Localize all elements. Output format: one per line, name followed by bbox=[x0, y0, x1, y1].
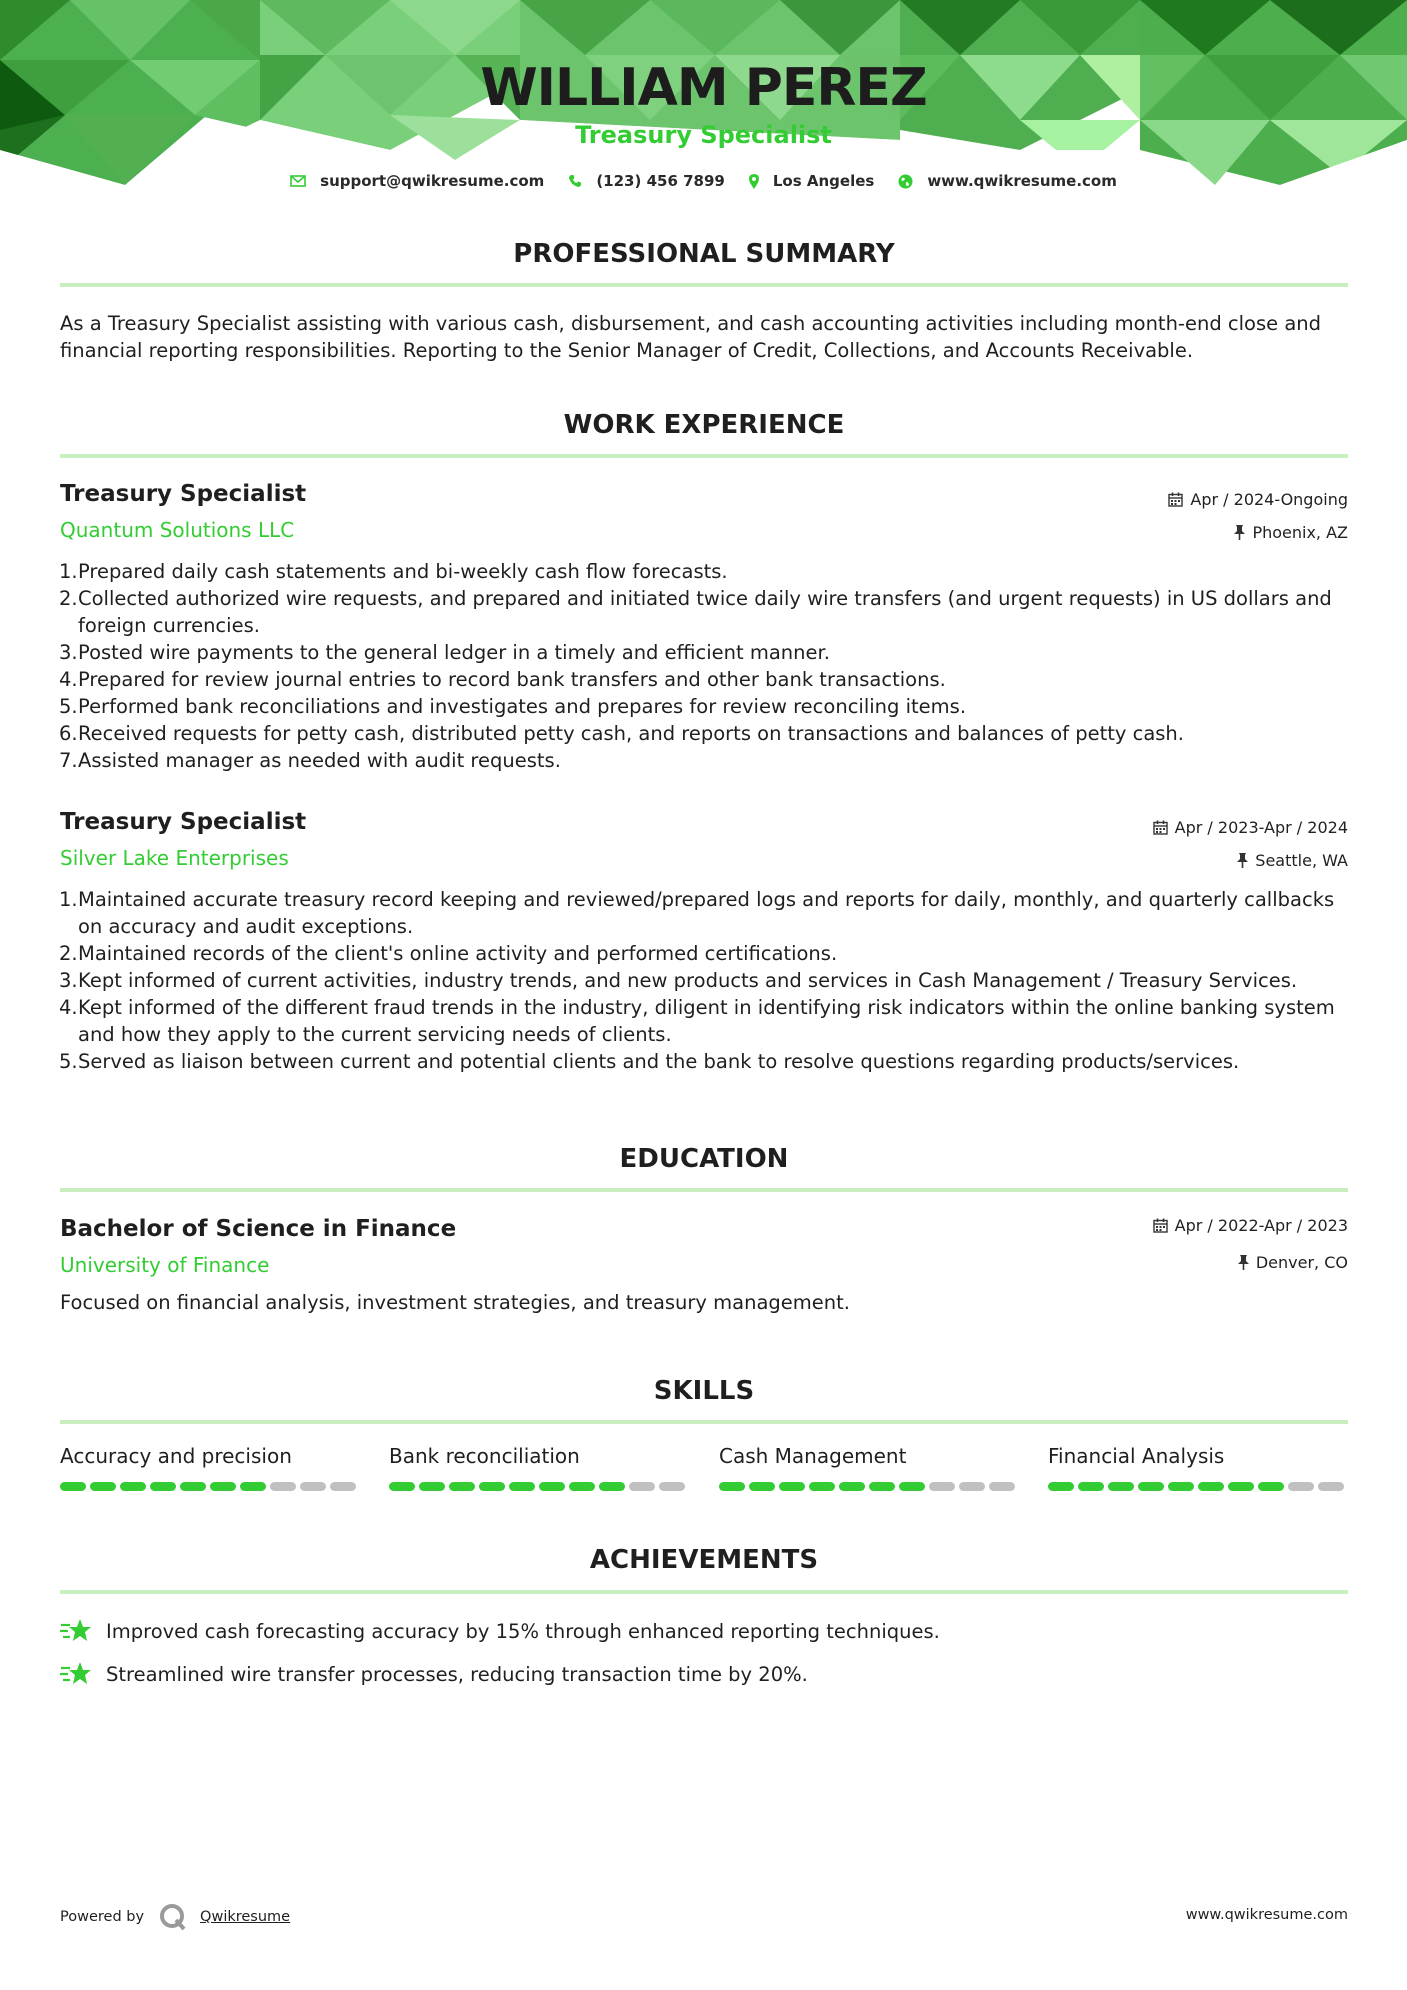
job-location bbox=[1237, 851, 1348, 870]
skill-segment-filled bbox=[1078, 1482, 1104, 1491]
skill-name: Financial Analysis bbox=[1048, 1444, 1225, 1468]
bullet-text: Prepared for review journal entries to record bank transfers and other bank transactions. bbox=[78, 668, 946, 691]
skill-segment-filled bbox=[60, 1482, 86, 1491]
skills-heading: SKILLS bbox=[653, 1376, 755, 1406]
star-badge-icon bbox=[60, 1617, 92, 1645]
skill-segment-filled bbox=[389, 1482, 415, 1491]
skill-rating bbox=[1048, 1482, 1348, 1491]
skill-rating bbox=[719, 1482, 1019, 1491]
list-item: 2. Collected authorized wire requests, and prepared and initiated twice daily wire transfers (and urgent requests) in US dollars and foreign currencies. bbox=[59, 587, 1332, 637]
skill-segment-filled bbox=[120, 1482, 146, 1491]
skill-item bbox=[1048, 1444, 1348, 1491]
education-date bbox=[1153, 1216, 1348, 1235]
skill-segment-empty bbox=[1318, 1482, 1344, 1491]
skill-segment-empty bbox=[929, 1482, 955, 1491]
skill-segment-filled bbox=[719, 1482, 745, 1491]
job-company: Quantum Solutions LLC bbox=[60, 518, 295, 542]
list-item: 7. Assisted manager as needed with audit requests. bbox=[59, 749, 561, 772]
bullet-text: Posted wire payments to the general ledger in a timely and efficient manner. bbox=[78, 641, 830, 664]
contact-location-text: Los Angeles bbox=[772, 172, 875, 190]
skill-segment-filled bbox=[779, 1482, 805, 1491]
contact-phone-text: (123) 456 7899 bbox=[596, 172, 725, 190]
skill-segment-filled bbox=[150, 1482, 176, 1491]
job-company: Silver Lake Enterprises bbox=[60, 846, 289, 870]
qwikresume-link[interactable]: Qwikresume bbox=[200, 1909, 291, 1925]
contact-email[interactable] bbox=[290, 172, 544, 190]
skill-segment-empty bbox=[959, 1482, 985, 1491]
list-item: 6. Received requests for petty cash, distributed petty cash, and reports on transactions and balances of petty cash. bbox=[59, 722, 1184, 745]
list-item: 3. Posted wire payments to the general ledger in a timely and efficient manner. bbox=[59, 641, 830, 664]
job-date bbox=[1168, 490, 1348, 509]
education-location bbox=[1238, 1253, 1348, 1272]
calendar-icon bbox=[1168, 492, 1183, 507]
skill-segment-empty bbox=[989, 1482, 1015, 1491]
footer-powered-by bbox=[60, 1902, 290, 1932]
job-bullets bbox=[60, 558, 1350, 774]
skill-segment-filled bbox=[240, 1482, 266, 1491]
education-school: University of Finance bbox=[60, 1253, 270, 1277]
skill-item bbox=[389, 1444, 689, 1491]
footer-url[interactable]: www.qwikresume.com bbox=[1185, 1907, 1348, 1923]
skill-segment-filled bbox=[1258, 1482, 1284, 1491]
contact-email-text: support@qwikresume.com bbox=[320, 172, 545, 190]
skill-segment-filled bbox=[210, 1482, 236, 1491]
skill-segment-filled bbox=[839, 1482, 865, 1491]
skill-rating bbox=[60, 1482, 360, 1491]
list-item: 1. Prepared daily cash statements and bi-weekly cash flow forecasts. bbox=[59, 560, 728, 583]
list-item: 4. Prepared for review journal entries to record bank transfers and other bank transactions. bbox=[59, 668, 946, 691]
qwikresume-logo-icon bbox=[158, 1902, 188, 1932]
skill-segment-filled bbox=[419, 1482, 445, 1491]
skill-rating bbox=[389, 1482, 689, 1491]
pushpin-icon bbox=[1237, 853, 1248, 868]
job-title: Treasury Specialist bbox=[60, 809, 307, 835]
contact-bar bbox=[0, 172, 1407, 190]
list-item: 5. Served as liaison between current and potential clients and the bank to resolve questions regarding products/services. bbox=[59, 1050, 1240, 1073]
education-divider bbox=[60, 1188, 1348, 1192]
skill-segment-filled bbox=[539, 1482, 565, 1491]
powered-by-label: Powered by bbox=[60, 1909, 145, 1925]
achievement-text: Improved cash forecasting accuracy by 15% through enhanced reporting techniques. bbox=[106, 1619, 940, 1643]
skill-segment-filled bbox=[1108, 1482, 1134, 1491]
achievements-divider bbox=[60, 1590, 1348, 1594]
summary-text: As a Treasury Specialist assisting with various cash, disbursement, and cash accounting activities including month-end close and financial reporting responsibilities. Reporting to the Senior Manager of Credit, Collections, and Accounts Receivable. bbox=[60, 312, 1322, 362]
calendar-icon bbox=[1153, 820, 1168, 835]
job-location-text: Seattle, WA bbox=[1255, 851, 1348, 870]
education-description: Focused on financial analysis, investment strategies, and treasury management. bbox=[60, 1291, 850, 1314]
skill-segment-filled bbox=[90, 1482, 116, 1491]
bullet-text: Collected authorized wire requests, and prepared and initiated twice daily wire transfers (and urgent requests) in US dollars and foreign currencies. bbox=[78, 587, 1332, 637]
list-item: 5. Performed bank reconciliations and investigates and prepares for review reconciling items. bbox=[59, 695, 967, 718]
skill-segment-filled bbox=[509, 1482, 535, 1491]
achievement-item bbox=[60, 1660, 808, 1688]
education-heading: EDUCATION bbox=[619, 1144, 789, 1174]
contact-phone[interactable] bbox=[568, 172, 725, 190]
skill-segment-filled bbox=[1198, 1482, 1224, 1491]
list-item: 1. Maintained accurate treasury record keeping and reviewed/prepared logs and reports for daily, monthly, and quarterly callbacks on accuracy and audit exceptions. bbox=[59, 888, 1335, 938]
candidate-role: Treasury Specialist bbox=[575, 121, 832, 149]
skill-item bbox=[719, 1444, 1019, 1491]
skills-divider bbox=[60, 1420, 1348, 1424]
pushpin-icon bbox=[1234, 525, 1245, 540]
skill-segment-empty bbox=[659, 1482, 685, 1491]
skill-segment-filled bbox=[1168, 1482, 1194, 1491]
bullet-text: Kept informed of the different fraud trends in the industry, diligent in identifying risk indicators within the online banking system and how they apply to the current servicing needs of clients. bbox=[78, 996, 1335, 1046]
bullet-text: Kept informed of current activities, industry trends, and new products and services in Cash Management / Treasury Services. bbox=[78, 969, 1298, 992]
list-item: 2. Maintained records of the client's online activity and performed certifications. bbox=[59, 942, 838, 965]
skill-name: Bank reconciliation bbox=[389, 1444, 580, 1468]
skill-segment-filled bbox=[1228, 1482, 1254, 1491]
bullet-text: Received requests for petty cash, distributed petty cash, and reports on transactions and balances of petty cash. bbox=[78, 722, 1184, 745]
skill-name: Cash Management bbox=[719, 1444, 907, 1468]
bullet-text: Performed bank reconciliations and investigates and prepares for review reconciling items. bbox=[78, 695, 967, 718]
bullet-text: Prepared daily cash statements and bi-weekly cash flow forecasts. bbox=[78, 560, 728, 583]
skill-segment-filled bbox=[749, 1482, 775, 1491]
skill-segment-filled bbox=[1048, 1482, 1074, 1491]
job-date-text: Apr / 2023-Apr / 2024 bbox=[1174, 818, 1348, 837]
skill-segment-filled bbox=[180, 1482, 206, 1491]
job-location-text: Phoenix, AZ bbox=[1252, 523, 1348, 542]
candidate-name: WILLIAM PEREZ bbox=[480, 58, 927, 118]
skill-segment-empty bbox=[300, 1482, 326, 1491]
skill-segment-empty bbox=[1288, 1482, 1314, 1491]
job-title: Treasury Specialist bbox=[60, 481, 307, 507]
job-bullets bbox=[60, 886, 1350, 1075]
job-date-text: Apr / 2024-Ongoing bbox=[1190, 490, 1348, 509]
skill-segment-filled bbox=[809, 1482, 835, 1491]
skill-segment-empty bbox=[270, 1482, 296, 1491]
star-badge-icon bbox=[60, 1660, 92, 1688]
phone-icon bbox=[568, 174, 582, 188]
bullet-text: Maintained records of the client's online activity and performed certifications. bbox=[78, 942, 838, 965]
experience-heading: WORK EXPERIENCE bbox=[563, 410, 845, 440]
skill-segment-empty bbox=[330, 1482, 356, 1491]
skill-segment-filled bbox=[899, 1482, 925, 1491]
experience-divider bbox=[60, 454, 1348, 458]
skill-segment-filled bbox=[599, 1482, 625, 1491]
achievement-text: Streamlined wire transfer processes, reducing transaction time by 20%. bbox=[106, 1662, 808, 1686]
globe-icon bbox=[898, 174, 913, 189]
contact-website-text: www.qwikresume.com bbox=[927, 172, 1117, 190]
skill-segment-empty bbox=[629, 1482, 655, 1491]
bullet-text: Assisted manager as needed with audit requests. bbox=[78, 749, 561, 772]
list-item: 4. Kept informed of the different fraud trends in the industry, diligent in identifying risk indicators within the online banking system and how they apply to the current servicing needs of clients. bbox=[59, 996, 1335, 1046]
skill-item bbox=[60, 1444, 360, 1491]
education-degree: Bachelor of Science in Finance bbox=[60, 1216, 457, 1242]
bullet-text: Served as liaison between current and potential clients and the bank to resolve questions regarding products/services. bbox=[78, 1050, 1240, 1073]
achievement-item bbox=[60, 1617, 940, 1645]
summary-heading: PROFESSIONAL SUMMARY bbox=[513, 239, 895, 269]
education-date-text: Apr / 2022-Apr / 2023 bbox=[1174, 1216, 1348, 1235]
skill-segment-filled bbox=[479, 1482, 505, 1491]
contact-location bbox=[749, 172, 874, 190]
bullet-text: Maintained accurate treasury record keeping and reviewed/prepared logs and reports for daily, monthly, and quarterly callbacks on accuracy and audit exceptions. bbox=[78, 888, 1335, 938]
list-item: 3. Kept informed of current activities, industry trends, and new products and services in Cash Management / Treasury Services. bbox=[59, 969, 1298, 992]
education-location-text: Denver, CO bbox=[1255, 1253, 1348, 1272]
skill-segment-filled bbox=[869, 1482, 895, 1491]
pushpin-icon bbox=[1238, 1255, 1249, 1270]
envelope-icon bbox=[290, 175, 306, 187]
skill-segment-filled bbox=[1138, 1482, 1164, 1491]
skill-segment-filled bbox=[449, 1482, 475, 1491]
contact-website[interactable] bbox=[898, 172, 1117, 190]
achievements-heading: ACHIEVEMENTS bbox=[589, 1545, 819, 1575]
calendar-icon bbox=[1153, 1218, 1168, 1233]
skill-segment-filled bbox=[569, 1482, 595, 1491]
job-date bbox=[1153, 818, 1348, 837]
job-location bbox=[1234, 523, 1348, 542]
skill-name: Accuracy and precision bbox=[60, 1444, 292, 1468]
summary-divider bbox=[60, 283, 1348, 287]
map-pin-icon bbox=[749, 174, 759, 189]
